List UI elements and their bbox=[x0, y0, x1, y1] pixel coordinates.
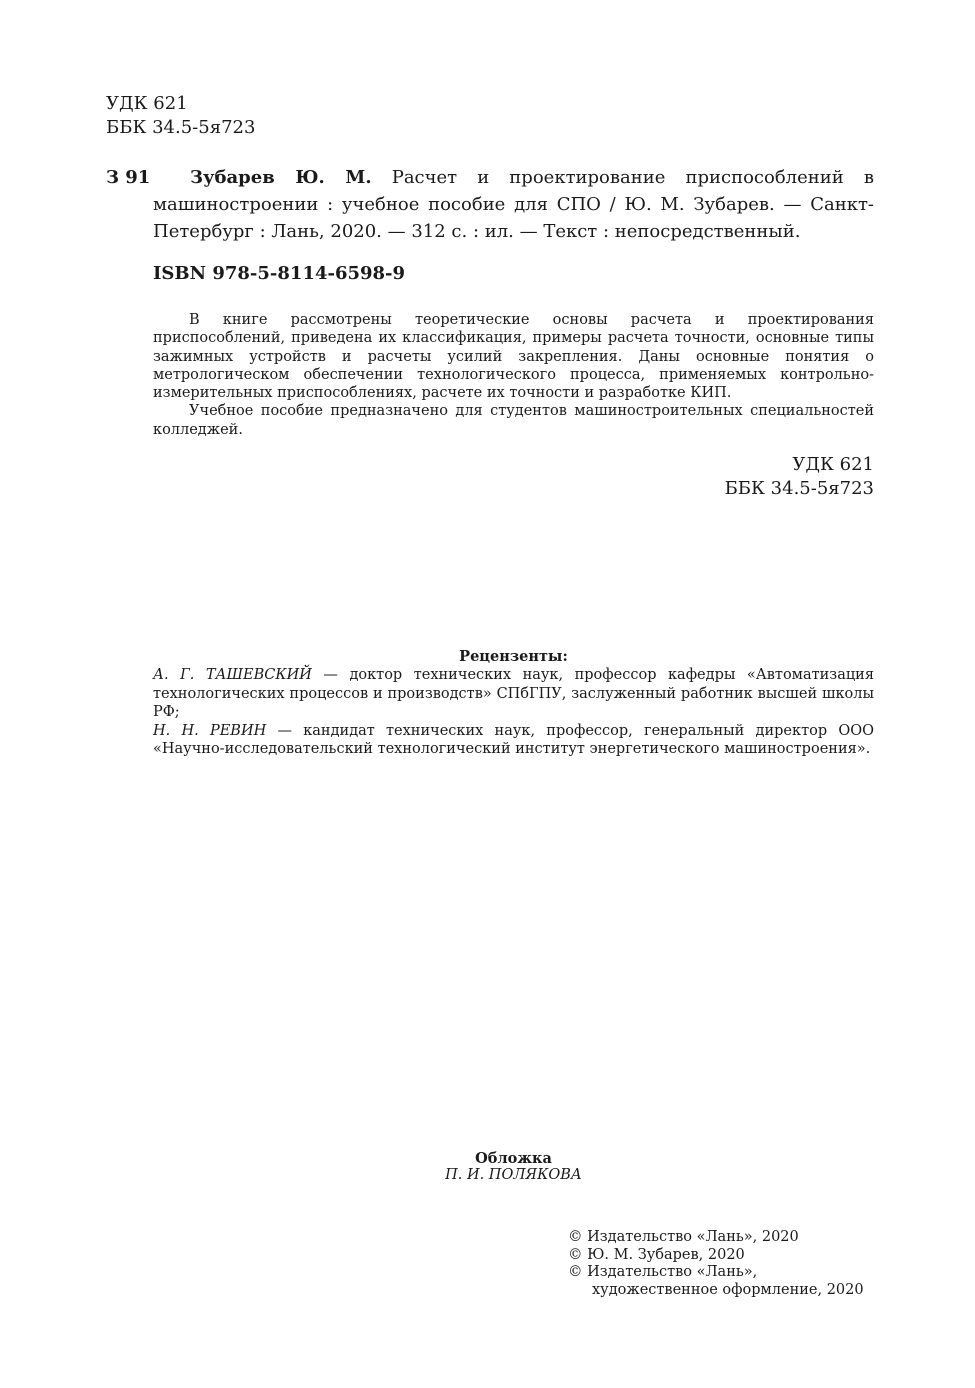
copyright-line: © Издательство «Лань», 2020 bbox=[568, 1229, 799, 1245]
abstract bbox=[153, 311, 874, 439]
udk-code-top: УДК 621 bbox=[106, 93, 188, 114]
reviewer-credentials: — кандидат технических наук, профессор, генеральный директор ООО «Научно-исследовательский технологический институт энергетического машиностроения». bbox=[153, 722, 874, 757]
copyright-block bbox=[568, 1229, 864, 1299]
copyright-line: художественное оформление, 2020 bbox=[592, 1281, 864, 1298]
udk-code-right: УДК 621 bbox=[792, 454, 874, 475]
isbn: ISBN 978-5-8114-6598-9 bbox=[153, 263, 406, 284]
reviewer-name: А. Г. ТАШЕВСКИЙ bbox=[153, 667, 312, 683]
reviewer-name: Н. Н. РЕВИН bbox=[153, 722, 267, 739]
author-name: Зубарев Ю. М. bbox=[190, 167, 372, 188]
bibliographic-description: Расчет и проектирование приспособлений в машиностроении : учебное пособие для СПО / Ю. М. Зубарев. — Санкт-Петербург : Лань, 2020. — 312 с. : ил. — Текст : непосредственный. bbox=[153, 167, 874, 242]
reviewer-entry bbox=[153, 722, 874, 759]
bbk-code-top: ББК 34.5-5я723 bbox=[106, 117, 256, 138]
bibliographic-record bbox=[153, 164, 874, 245]
reviewers-heading: Рецензенты: bbox=[459, 648, 568, 665]
abstract-paragraph: В книге рассмотрены теоретические основы расчета и проектирования приспособлений, приведена их классификация, примеры расчета точности, основные типы зажимных устройств и расчеты усилий закрепления. Даны основные понятия о метрологическом обеспечении технологического процесса, применяемых контрольно-измерительных приспособлениях, расчете их точности и разработке КИП. bbox=[153, 312, 874, 402]
bbk-code-right: ББК 34.5-5я723 bbox=[724, 478, 874, 499]
copyright-line: © Издательство «Лань», bbox=[568, 1264, 758, 1280]
abstract-paragraph: Учебное пособие предназначено для студентов машиностроительных специальностей колледжей. bbox=[153, 403, 874, 438]
reviewers-list bbox=[153, 666, 874, 759]
cover-designer: П. И. ПОЛЯКОВА bbox=[445, 1167, 582, 1183]
reviewer-credentials: — доктор технических наук, профессор кафедры «Автоматизация технологических процессов и производств» СПбГПУ, заслуженный работник высшей школы РФ; bbox=[153, 667, 874, 720]
catalog-number: З 91 bbox=[106, 167, 151, 188]
reviewer-entry bbox=[153, 666, 874, 722]
cover-heading: Обложка bbox=[475, 1150, 552, 1167]
copyright-line: © Ю. М. Зубарев, 2020 bbox=[568, 1246, 745, 1263]
